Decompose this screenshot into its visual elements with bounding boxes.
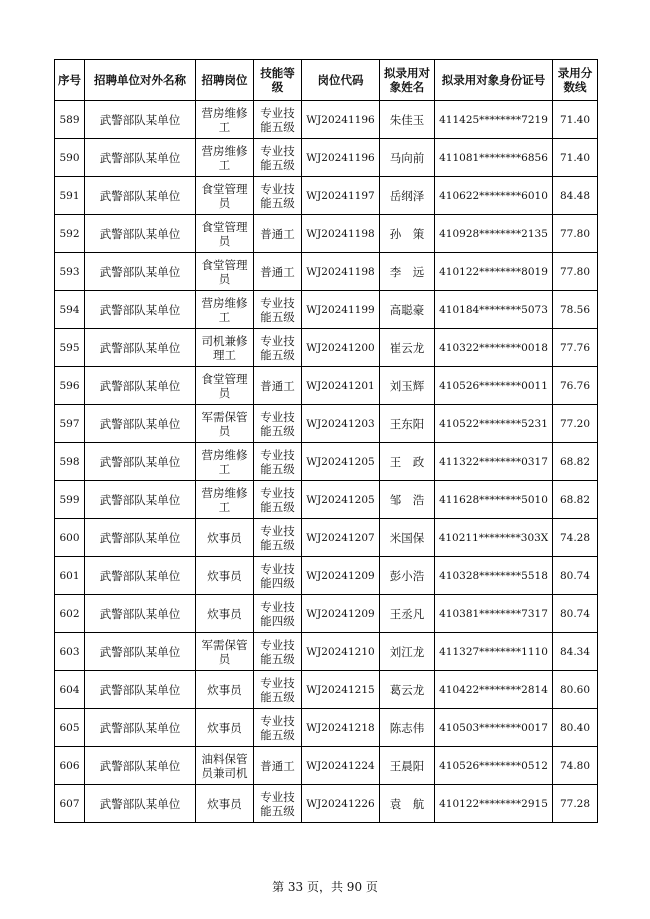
cell-text: 炊事员	[207, 606, 242, 621]
row-score: 77.20	[553, 405, 598, 443]
row-score: 77.80	[553, 253, 598, 291]
cell-text: 专业技能五级	[260, 447, 295, 476]
cell-text: 专业技能四级	[260, 599, 295, 628]
cell-text: 专业技能五级	[260, 181, 295, 210]
cell-text: 专业技能五级	[260, 295, 295, 324]
row-post	[196, 785, 254, 823]
cell-text: 司机兼修理工	[201, 333, 248, 362]
row-unit: 武警部队某单位	[85, 595, 196, 633]
table-row	[55, 633, 598, 671]
row-seq: 590	[55, 139, 85, 177]
row-unit: 武警部队某单位	[85, 101, 196, 139]
cell-text: 专业技能五级	[260, 675, 295, 704]
row-skill	[254, 557, 302, 595]
row-id: 410526********0512	[435, 747, 553, 785]
row-code: WJ20241226	[302, 785, 380, 823]
table-row	[55, 405, 598, 443]
row-unit: 武警部队某单位	[85, 291, 196, 329]
row-unit: 武警部队某单位	[85, 139, 196, 177]
row-seq: 600	[55, 519, 85, 557]
row-post	[196, 443, 254, 481]
row-code: WJ20241199	[302, 291, 380, 329]
row-unit: 武警部队某单位	[85, 367, 196, 405]
row-seq: 605	[55, 709, 85, 747]
row-code: WJ20241210	[302, 633, 380, 671]
row-id: 410503********0017	[435, 709, 553, 747]
row-name: 陈志伟	[380, 709, 435, 747]
cell-text: 专业技能四级	[260, 561, 295, 590]
row-id: 411322********0317	[435, 443, 553, 481]
row-name: 崔云龙	[380, 329, 435, 367]
table-row	[55, 481, 598, 519]
cell-text: 炊事员	[207, 568, 242, 583]
row-code: WJ20241209	[302, 557, 380, 595]
row-skill	[254, 139, 302, 177]
cell-text: 食堂管理员	[201, 219, 248, 248]
row-id: 410322********0018	[435, 329, 553, 367]
row-post	[196, 671, 254, 709]
row-code: WJ20241197	[302, 177, 380, 215]
row-code: WJ20241215	[302, 671, 380, 709]
cell-text: 食堂管理员	[201, 257, 248, 286]
row-code: WJ20241207	[302, 519, 380, 557]
table-row	[55, 671, 598, 709]
row-name: 刘玉辉	[380, 367, 435, 405]
row-code: WJ20241205	[302, 481, 380, 519]
row-post	[196, 481, 254, 519]
row-id: 410381********7317	[435, 595, 553, 633]
row-code: WJ20241198	[302, 253, 380, 291]
row-skill	[254, 367, 302, 405]
row-id: 410122********2915	[435, 785, 553, 823]
row-name: 朱佳玉	[380, 101, 435, 139]
cell-text: 专业技能五级	[260, 143, 295, 172]
row-unit: 武警部队某单位	[85, 443, 196, 481]
row-seq: 603	[55, 633, 85, 671]
cell-text: 专业技能五级	[260, 485, 295, 514]
row-unit: 武警部队某单位	[85, 709, 196, 747]
cell-text: 军需保管员	[201, 637, 248, 666]
cell-text: 炊事员	[207, 530, 242, 545]
row-name: 邹 浩	[380, 481, 435, 519]
row-post	[196, 367, 254, 405]
row-post	[196, 177, 254, 215]
row-score: 71.40	[553, 101, 598, 139]
row-seq: 607	[55, 785, 85, 823]
table-row	[55, 747, 598, 785]
row-score: 76.76	[553, 367, 598, 405]
header-id: 拟录用对象身份证号	[435, 60, 553, 101]
row-post	[196, 329, 254, 367]
row-unit: 武警部队某单位	[85, 557, 196, 595]
row-unit: 武警部队某单位	[85, 785, 196, 823]
row-seq: 604	[55, 671, 85, 709]
table-row	[55, 785, 598, 823]
cell-text: 专业技能五级	[260, 637, 295, 666]
header-row	[55, 60, 598, 101]
header-name: 拟录用对象姓名	[380, 60, 435, 101]
row-skill	[254, 519, 302, 557]
row-post	[196, 215, 254, 253]
row-seq: 598	[55, 443, 85, 481]
row-skill	[254, 215, 302, 253]
cell-text: 普通工	[260, 758, 295, 773]
row-code: WJ20241218	[302, 709, 380, 747]
table-row	[55, 557, 598, 595]
row-unit: 武警部队某单位	[85, 177, 196, 215]
row-skill	[254, 709, 302, 747]
row-code: WJ20241205	[302, 443, 380, 481]
row-id: 410522********5231	[435, 405, 553, 443]
row-score: 77.76	[553, 329, 598, 367]
cell-text: 专业技能五级	[260, 333, 295, 362]
row-id: 410122********8019	[435, 253, 553, 291]
table-row	[55, 709, 598, 747]
row-skill	[254, 747, 302, 785]
row-post	[196, 405, 254, 443]
row-score: 80.60	[553, 671, 598, 709]
row-post	[196, 709, 254, 747]
cell-text: 食堂管理员	[201, 181, 248, 210]
row-name: 马向前	[380, 139, 435, 177]
row-name: 袁 航	[380, 785, 435, 823]
cell-text: 油料保管员兼司机	[201, 751, 248, 780]
row-id: 410328********5518	[435, 557, 553, 595]
cell-text: 专业技能五级	[260, 105, 295, 134]
cell-text: 营房维修工	[201, 295, 248, 324]
row-name: 孙 策	[380, 215, 435, 253]
row-score: 68.82	[553, 443, 598, 481]
row-seq: 599	[55, 481, 85, 519]
row-code: WJ20241196	[302, 139, 380, 177]
row-skill	[254, 101, 302, 139]
cell-text: 炊事员	[207, 796, 242, 811]
row-name: 王东阳	[380, 405, 435, 443]
row-seq: 606	[55, 747, 85, 785]
row-name: 王 政	[380, 443, 435, 481]
table-row	[55, 291, 598, 329]
cell-text: 炊事员	[207, 720, 242, 735]
row-seq: 591	[55, 177, 85, 215]
row-score: 77.28	[553, 785, 598, 823]
row-seq: 589	[55, 101, 85, 139]
row-name: 岳纲泽	[380, 177, 435, 215]
row-unit: 武警部队某单位	[85, 215, 196, 253]
row-name: 李 远	[380, 253, 435, 291]
row-unit: 武警部队某单位	[85, 519, 196, 557]
row-skill	[254, 253, 302, 291]
header-unit: 招聘单位对外名称	[85, 60, 196, 101]
row-unit: 武警部队某单位	[85, 405, 196, 443]
row-name: 王丞凡	[380, 595, 435, 633]
row-post	[196, 139, 254, 177]
row-post	[196, 519, 254, 557]
row-post	[196, 747, 254, 785]
row-skill	[254, 633, 302, 671]
row-unit: 武警部队某单位	[85, 747, 196, 785]
row-seq: 594	[55, 291, 85, 329]
header-code: 岗位代码	[302, 60, 380, 101]
cell-text: 营房维修工	[201, 485, 248, 514]
cell-text: 军需保管员	[201, 409, 248, 438]
row-seq: 601	[55, 557, 85, 595]
row-unit: 武警部队某单位	[85, 329, 196, 367]
row-id: 410184********5073	[435, 291, 553, 329]
row-post	[196, 557, 254, 595]
row-score: 74.80	[553, 747, 598, 785]
row-id: 411628********5010	[435, 481, 553, 519]
table-row	[55, 253, 598, 291]
row-skill	[254, 291, 302, 329]
cell-text: 营房维修工	[201, 447, 248, 476]
row-skill	[254, 329, 302, 367]
row-skill	[254, 481, 302, 519]
cell-text: 专业技能五级	[260, 409, 295, 438]
row-seq: 597	[55, 405, 85, 443]
header-score: 录用分数线	[553, 60, 598, 101]
cell-text: 炊事员	[207, 682, 242, 697]
row-post	[196, 633, 254, 671]
header-seq: 序号	[55, 60, 85, 101]
row-post	[196, 595, 254, 633]
cell-text: 专业技能五级	[260, 713, 295, 742]
row-seq: 592	[55, 215, 85, 253]
table-row	[55, 215, 598, 253]
row-id: 410928********2135	[435, 215, 553, 253]
table-row	[55, 443, 598, 481]
row-code: WJ20241201	[302, 367, 380, 405]
row-score: 80.40	[553, 709, 598, 747]
row-name: 葛云龙	[380, 671, 435, 709]
row-id: 410422********2814	[435, 671, 553, 709]
row-name: 王晨阳	[380, 747, 435, 785]
row-code: WJ20241203	[302, 405, 380, 443]
row-id: 410526********0011	[435, 367, 553, 405]
row-id: 411081********6856	[435, 139, 553, 177]
row-skill	[254, 595, 302, 633]
row-unit: 武警部队某单位	[85, 481, 196, 519]
cell-text: 营房维修工	[201, 143, 248, 172]
row-code: WJ20241198	[302, 215, 380, 253]
row-seq: 596	[55, 367, 85, 405]
row-id: 410211********303X	[435, 519, 553, 557]
row-score: 77.80	[553, 215, 598, 253]
header-skill: 技能等级	[254, 60, 302, 101]
row-name: 米国保	[380, 519, 435, 557]
row-code: WJ20241209	[302, 595, 380, 633]
row-score: 74.28	[553, 519, 598, 557]
row-id: 411327********1110	[435, 633, 553, 671]
table-row	[55, 595, 598, 633]
row-name: 高聪豪	[380, 291, 435, 329]
row-skill	[254, 671, 302, 709]
table-row	[55, 177, 598, 215]
row-score: 84.48	[553, 177, 598, 215]
cell-text: 专业技能五级	[260, 789, 295, 818]
admission-table	[54, 59, 598, 823]
row-name: 彭小浩	[380, 557, 435, 595]
row-score: 80.74	[553, 595, 598, 633]
cell-text: 普通工	[260, 264, 295, 279]
row-skill	[254, 405, 302, 443]
table-row	[55, 101, 598, 139]
row-post	[196, 253, 254, 291]
row-unit: 武警部队某单位	[85, 253, 196, 291]
row-seq: 595	[55, 329, 85, 367]
cell-text: 食堂管理员	[201, 371, 248, 400]
table-row	[55, 367, 598, 405]
table-row	[55, 139, 598, 177]
row-code: WJ20241224	[302, 747, 380, 785]
header-post: 招聘岗位	[196, 60, 254, 101]
row-skill	[254, 177, 302, 215]
row-seq: 602	[55, 595, 85, 633]
row-unit: 武警部队某单位	[85, 633, 196, 671]
cell-text: 普通工	[260, 378, 295, 393]
row-score: 80.74	[553, 557, 598, 595]
row-unit: 武警部队某单位	[85, 671, 196, 709]
row-post	[196, 101, 254, 139]
row-post	[196, 291, 254, 329]
row-code: WJ20241200	[302, 329, 380, 367]
cell-text: 专业技能五级	[260, 523, 295, 552]
cell-text: 营房维修工	[201, 105, 248, 134]
row-code: WJ20241196	[302, 101, 380, 139]
row-score: 84.34	[553, 633, 598, 671]
table-row	[55, 329, 598, 367]
row-name: 刘江龙	[380, 633, 435, 671]
row-skill	[254, 785, 302, 823]
cell-text: 普通工	[260, 226, 295, 241]
page-footer: 第 33 页，共 90 页	[272, 880, 378, 894]
row-score: 68.82	[553, 481, 598, 519]
row-score: 71.40	[553, 139, 598, 177]
row-seq: 593	[55, 253, 85, 291]
row-id: 410622********6010	[435, 177, 553, 215]
table-row	[55, 519, 598, 557]
row-skill	[254, 443, 302, 481]
row-score: 78.56	[553, 291, 598, 329]
row-id: 411425********7219	[435, 101, 553, 139]
